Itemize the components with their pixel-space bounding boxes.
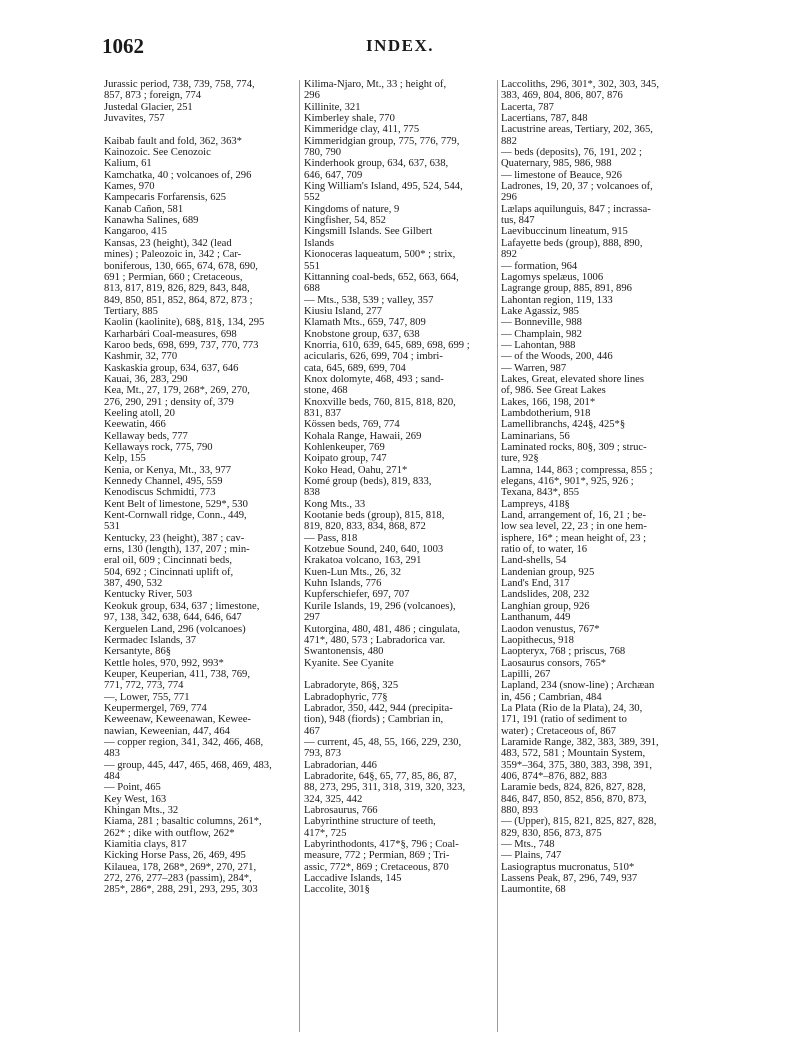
index-entry-line: Kangaroo, 415 [104, 226, 167, 238]
index-entry-line: Kotzebue Sound, 240, 640, 1003 [304, 544, 444, 556]
index-entry-line: Killinite, 321 [304, 101, 361, 113]
index-entry-line: 324, 325, 442 [304, 793, 363, 805]
index-entry-line: Kilima-Njaro, Mt., 33 ; height of, [304, 79, 447, 90]
index-entry-line: 359*–364, 375, 380, 383, 398, 391, [501, 759, 652, 771]
index-entry-line: Kohala Range, Hawaii, 269 [304, 430, 422, 442]
index-entry-line: Lamna, 144, 863 ; compressa, 855 ; [501, 464, 653, 476]
index-entry-line: assic, 772*, 869 ; Cretaceous, 870 [304, 861, 449, 873]
index-entry-line: 531 [104, 521, 120, 533]
index-entry-line: Keokuk group, 634, 637 ; limestone, [104, 600, 260, 612]
index-entry-line: Laramie beds, 824, 826, 827, 828, [501, 782, 646, 794]
index-entry-line: stone, 468 [304, 385, 348, 397]
index-entry-line: 771, 772, 773, 774 [104, 680, 184, 692]
index-entry-line: Kimberley shale, 770 [304, 113, 395, 125]
index-entry-line: Laccoliths, 296, 301*, 302, 303, 345, [501, 79, 660, 90]
index-entry-line: Laminated rocks, 80§, 309 ; struc- [501, 442, 647, 453]
column-divider [497, 80, 498, 1032]
index-entry-line: 857, 873 ; foreign, 774 [104, 90, 202, 102]
index-entry-line: 387, 490, 532 [104, 578, 163, 590]
index-entry-line: Landenian group, 925 [501, 566, 595, 578]
index-entry-line: water) ; Cretaceous of, 867 [501, 725, 617, 737]
index-entry-line: Lapland, 234 (snow-line) ; Archæan [501, 680, 655, 692]
column-divider [299, 80, 300, 1032]
index-entry-line: Kenia, or Kenya, Mt., 33, 977 [104, 464, 232, 476]
index-entry-line: acicularis, 626, 699, 704 ; imbri- [304, 351, 443, 363]
index-column-right [501, 79, 701, 896]
index-entry-line: — Pass, 818 [304, 532, 358, 544]
index-entry-line: Koko Head, Oahu, 271* [304, 464, 408, 476]
index-entry-line: Labyrinthodonts, 417*§, 796 ; Coal- [304, 839, 459, 851]
index-entry-line: Kea, Mt., 27, 179, 268*, 269, 270, [104, 385, 250, 397]
index-entry-line: Lacertians, 787, 848 [501, 113, 588, 125]
index-entry-line: Kicking Horse Pass, 26, 469, 495 [104, 850, 246, 862]
index-entry-line: 882 [501, 135, 517, 147]
index-entry-line: Kettle holes, 970, 992, 993* [104, 657, 224, 669]
index-entry-line: Kupferschiefer, 697, 707 [304, 589, 410, 601]
index-entry-line: Kiamitia clays, 817 [104, 839, 187, 851]
index-entry-line: 262* ; dike with outflow, 262* [104, 827, 235, 839]
index-entry-line: Lakes, 166, 198, 201* [501, 396, 596, 408]
index-entry-line: Laminarians, 56 [501, 430, 570, 442]
index-section-gap [304, 669, 496, 680]
index-entry-line: — Champlain, 982 [501, 328, 582, 340]
index-entry-line: of, 986. See Great Lakes [501, 385, 606, 397]
index-entry-line: 838 [304, 487, 320, 499]
index-entry-line: Lafayette beds (group), 888, 890, [501, 237, 643, 249]
index-entry-line: Kampecaris Forfarensis, 625 [104, 192, 227, 204]
index-entry-line: Kurile Islands, 19, 296 (volcanoes), [304, 600, 456, 612]
index-entry-line: Komé group (beds), 819, 833, [304, 476, 432, 488]
index-entry-line: tus, 847 [501, 215, 535, 227]
index-entry-line: Kainozoic. See Cenozoic [104, 147, 211, 159]
index-entry-line: Keewatin, 466 [104, 419, 166, 431]
index-entry-line: — of the Woods, 200, 446 [501, 351, 613, 363]
index-entry-line: Kansas, 23 (height), 342 (lead [104, 237, 232, 249]
index-entry-line: Kaolin (kaolinite), 68§, 81§, 134, 295 [104, 317, 265, 329]
index-section-gap [104, 124, 296, 135]
index-entry-line: Kingfisher, 54, 852 [304, 215, 386, 227]
index-entry-line: Klamath Mts., 659, 747, 809 [304, 317, 426, 329]
index-entry-line: 484 [104, 770, 120, 782]
index-entry-line: Kamchatka, 40 ; volcanoes of, 296 [104, 169, 252, 181]
index-entry-line: Lapilli, 267 [501, 668, 551, 680]
index-entry-line: Laosaurus consors, 765* [501, 657, 607, 669]
index-entry-line: Lælaps aquilunguis, 847 ; incrassa- [501, 203, 651, 215]
index-entry-line: 471*, 480, 573 ; Labradorica var. [304, 634, 446, 646]
index-entry-line: Kaibab fault and fold, 362, 363* [104, 135, 242, 147]
index-entry-line: Kinderhook group, 634, 637, 638, [304, 158, 449, 170]
index-entry-line: Land's End, 317 [501, 578, 570, 590]
index-entry-line: — limestone of Beauce, 926 [501, 169, 622, 181]
index-entry-line: 272, 276, 277–283 (passim), 284*, [104, 873, 252, 885]
index-entry-line: 297 [304, 612, 320, 624]
index-entry-line: Laumontite, 68 [501, 884, 566, 896]
index-entry-line: Lake Agassiz, 985 [501, 305, 579, 317]
index-entry-line: Kyanite. See Cyanite [304, 657, 394, 669]
index-entry-line: — (Upper), 815, 821, 825, 827, 828, [501, 816, 657, 828]
index-entry-line: 171, 191 (ratio of sediment to [501, 714, 627, 726]
index-entry-line: — Mts., 748 [501, 839, 555, 851]
index-entry-line: Kalium, 61 [104, 158, 152, 170]
index-entry-line: — Mts., 538, 539 ; valley, 357 [304, 294, 434, 306]
index-entry-line: —, Lower, 755, 771 [104, 691, 190, 703]
index-entry-line: Kersantyte, 86§ [104, 646, 172, 658]
index-entry-line: Jurassic period, 738, 739, 758, 774, [104, 79, 255, 90]
index-entry-line: Labradophyric, 77§ [304, 691, 388, 703]
index-entry-line: Lakes, Great, elevated shore lines [501, 373, 644, 385]
index-entry-line: 846, 847, 850, 852, 856, 870, 873, [501, 793, 647, 805]
index-entry-line: 813, 817, 819, 826, 829, 843, 848, [104, 283, 250, 295]
index-entry-line: — copper region, 341, 342, 466, 468, [104, 736, 264, 748]
index-entry-line: Landslides, 208, 232 [501, 589, 590, 601]
index-entry-line: Kuen-Lun Mts., 26, 32 [304, 566, 402, 578]
index-entry-line: 88, 273, 295, 311, 318, 319, 320, 323, [304, 782, 466, 794]
index-entry-line: 829, 830, 856, 873, 875 [501, 827, 602, 839]
index-column-left [104, 79, 296, 896]
index-entry-line: — current, 45, 48, 55, 166, 229, 230, [304, 736, 462, 748]
index-entry-line: 552 [304, 192, 320, 204]
index-entry-line: Knoxville beds, 760, 815, 818, 820, [304, 396, 456, 408]
index-entry-line: Labradorite, 64§, 65, 77, 85, 86, 87, [304, 770, 457, 782]
index-entry-line: Keuper, Keuperian, 411, 738, 769, [104, 668, 250, 680]
index-entry-line: — Plains, 747 [501, 850, 562, 862]
index-entry-line: 831, 837 [304, 407, 342, 419]
index-entry-line: Labradorian, 446 [304, 759, 377, 771]
index-entry-line: Kionoceras laqueatum, 500* ; strix, [304, 249, 456, 261]
index-entry-line: Khingan Mts., 32 [104, 805, 179, 816]
index-entry-line: Keweenaw, Keweenawan, Kewee- [104, 714, 251, 726]
index-entry-line: 406, 874*–876, 882, 883 [501, 770, 607, 782]
index-entry-line: Quaternary, 985, 986, 988 [501, 158, 612, 170]
index-entry-line: isphere, 16* ; mean height of, 23 ; [501, 532, 647, 544]
index-entry-line: King William's Island, 495, 524, 544, [304, 181, 463, 193]
index-entry-line: Kames, 970 [104, 181, 155, 193]
index-entry-line: Key West, 163 [104, 793, 167, 805]
index-entry-line: 467 [304, 725, 320, 737]
index-entry-line: Labradoryte, 86§, 325 [304, 680, 399, 692]
index-entry-line: boniferous, 130, 665, 674, 678, 690, [104, 260, 258, 272]
index-entry-line: Kong Mts., 33 [304, 498, 366, 510]
index-entry-line: 383, 469, 804, 806, 807, 876 [501, 90, 623, 102]
index-entry-line: Knorria, 610, 639, 645, 689, 698, 699 ; [304, 339, 470, 351]
index-entry-line: Texana, 843*, 855 [501, 487, 580, 499]
index-entry-line: elegans, 416*, 901*, 925, 926 ; [501, 476, 634, 488]
index-entry-line: Kittanning coal-beds, 652, 663, 664, [304, 271, 459, 283]
index-entry-line: Kent Belt of limestone, 529*, 530 [104, 498, 248, 510]
index-entry-line: 285*, 286*, 288, 291, 293, 295, 303 [104, 884, 258, 896]
index-entry-line: Kentucky River, 503 [104, 589, 193, 601]
index-entry-line: Kennedy Channel, 495, 559 [104, 476, 223, 488]
index-entry-line: — Bonneville, 988 [501, 317, 582, 329]
index-entry-line: Keupermergel, 769, 774 [104, 702, 207, 714]
index-entry-line: Kimmeridgian group, 775, 776, 779, [304, 135, 460, 147]
index-entry-line: Kenodiscus Schmidti, 773 [104, 487, 216, 499]
index-entry-line: Kermadec Islands, 37 [104, 634, 197, 646]
index-entry-line: — group, 445, 447, 465, 468, 469, 483, [104, 759, 272, 771]
index-entry-line: measure, 772 ; Permian, 869 ; Tri- [304, 850, 450, 862]
index-entry-line: Juvavites, 757 [104, 113, 165, 125]
index-entry-line: 849, 850, 851, 852, 864, 872, 873 ; [104, 294, 253, 306]
index-entry-line: Lasiograptus mucronatus, 510* [501, 861, 635, 873]
index-entry-line: Karharbári Coal-measures, 698 [104, 328, 237, 340]
index-entry-line: Tertiary, 885 [104, 305, 158, 317]
index-entry-line: Lahontan region, 119, 133 [501, 294, 613, 306]
index-entry-line: Lambdotherium, 918 [501, 407, 591, 419]
index-entry-line: 504, 692 ; Cincinnati uplift of, [104, 566, 234, 578]
index-entry-line: tion), 948 (fiords) ; Cambrian in, [304, 714, 444, 726]
index-entry-line: 296 [501, 192, 517, 204]
page-heading: INDEX. [365, 36, 435, 55]
index-entry-line: Lagrange group, 885, 891, 896 [501, 283, 632, 295]
index-entry-line: 483, 572, 581 ; Mountain System, [501, 748, 646, 760]
index-entry-line: Laccadive Islands, 145 [304, 873, 402, 885]
index-entry-line: Laopteryx, 768 ; priscus, 768 [501, 646, 626, 658]
index-entry-line: Kiama, 281 ; basaltic columns, 261*, [104, 816, 262, 828]
index-entry-line: 780, 790 [304, 147, 342, 159]
index-entry-line: Kauai, 36, 283, 290 [104, 373, 188, 385]
index-entry-line: Kellaway beds, 777 [104, 430, 188, 442]
index-entry-line: — Lahontan, 988 [501, 339, 576, 351]
index-entry-line: 417*, 725 [304, 827, 347, 839]
index-entry-line: Kaskaskia group, 634, 637, 646 [104, 362, 239, 374]
index-entry-line: Laramide Range, 382, 383, 389, 391, [501, 736, 659, 748]
index-entry-line: Ladrones, 19, 20, 37 ; volcanoes of, [501, 181, 653, 193]
index-entry-line: 646, 647, 709 [304, 169, 363, 181]
index-entry-line: Lacerta, 787 [501, 101, 554, 113]
index-entry-line: Kiusiu Island, 277 [304, 305, 382, 317]
index-entry-line: Laopithecus, 918 [501, 634, 574, 646]
index-entry-line: Justedal Glacier, 251 [104, 101, 193, 113]
index-entry-line: Lassens Peak, 87, 296, 749, 937 [501, 873, 638, 885]
index-entry-line: mines) ; Paleozoic in, 342 ; Car- [104, 249, 242, 261]
index-entry-line: Lagomys spelæus, 1006 [501, 271, 604, 283]
index-entry-line: 691 ; Permian, 660 ; Cretaceous, [104, 271, 243, 283]
index-entry-line: Kanawha Salines, 689 [104, 215, 199, 227]
index-entry-line: Lanthanum, 449 [501, 612, 571, 624]
index-entry-line: Kootanie beds (group), 815, 818, [304, 510, 445, 522]
index-entry-line: La Plata (Rio de la Plata), 24, 30, [501, 702, 643, 714]
index-entry-line: — Warren, 987 [501, 362, 567, 374]
index-entry-line: 296 [304, 90, 320, 102]
index-entry-line: Laccolite, 301§ [304, 884, 370, 896]
index-entry-line: — formation, 964 [501, 260, 578, 272]
index-entry-line: Kentucky, 23 (height), 387 ; cav- [104, 532, 245, 544]
index-entry-line: Labrosaurus, 766 [304, 805, 378, 816]
index-entry-line: Kashmir, 32, 770 [104, 351, 178, 363]
index-entry-line: ratio of, to water, 16 [501, 544, 588, 556]
index-entry-line: low sea level, 22, 23 ; in one hem- [501, 521, 647, 533]
index-entry-line: Lacustrine areas, Tertiary, 202, 365, [501, 124, 653, 136]
index-entry-line: 819, 820, 833, 834, 868, 872 [304, 521, 426, 533]
index-entry-line: Kanab Cañon, 581 [104, 203, 184, 215]
index-entry-line: Labyrinthine structure of teeth, [304, 816, 436, 828]
index-entry-line: 892 [501, 249, 517, 261]
index-entry-line: 97, 138, 342, 638, 644, 646, 647 [104, 612, 242, 624]
index-column-middle [304, 79, 496, 896]
index-entry-line: Kent-Cornwall ridge, Conn., 449, [104, 510, 247, 522]
index-entry-line: Krakatoa volcano, 163, 291 [304, 555, 422, 567]
index-entry-line: ture, 92§ [501, 453, 539, 465]
index-entry-line: Kimmeridge clay, 411, 775 [304, 124, 420, 136]
index-entry-line: — beds (deposits), 76, 191, 202 ; [501, 147, 642, 159]
index-entry-line: Kuhn Islands, 776 [304, 578, 382, 590]
index-entry-line: Land-shells, 54 [501, 555, 567, 567]
index-entry-line: Lampreys, 418§ [501, 498, 570, 510]
index-entry-line: Kelp, 155 [104, 453, 146, 465]
index-entry-line: 688 [304, 283, 320, 295]
page-number: 1062 [102, 34, 144, 58]
index-entry-line: 551 [304, 260, 320, 272]
index-entry-line: Laodon venustus, 767* [501, 623, 600, 635]
index-entry-line: Kutorgina, 480, 481, 486 ; cingulata, [304, 623, 461, 635]
index-entry-line: Knobstone group, 637, 638 [304, 328, 420, 340]
index-entry-line: Kerguelen Land, 296 (volcanoes) [104, 623, 246, 635]
index-entry-line: Kellaways rock, 775, 790 [104, 442, 213, 453]
index-entry-line: in, 456 ; Cambrian, 484 [501, 691, 602, 703]
index-entry-line: 483 [104, 748, 120, 760]
index-entry-line: Kössen beds, 769, 774 [304, 419, 400, 431]
index-entry-line: nawian, Keweenian, 447, 464 [104, 725, 230, 737]
index-entry-line: Kingdoms of nature, 9 [304, 203, 400, 215]
index-entry-line: 880, 893 [501, 805, 539, 816]
index-entry-line: cata, 645, 689, 699, 704 [304, 362, 406, 374]
index-entry-line: Koipato group, 747 [304, 453, 387, 465]
index-entry-line: Labrador, 350, 442, 944 (precipita- [304, 702, 453, 714]
index-entry-line: Kingsmill Islands. See Gilbert [304, 226, 433, 238]
index-entry-line: 276, 290, 291 ; density of, 379 [104, 396, 234, 408]
index-entry-line: Langhian group, 926 [501, 600, 590, 612]
index-entry-line: Swantonensis, 480 [304, 646, 384, 658]
index-entry-line: Kohlenkeuper, 769 [304, 442, 385, 453]
index-entry-line: Laevibuccinum lineatum, 915 [501, 226, 628, 238]
index-entry-line: Lamellibranchs, 424§, 425*§ [501, 419, 626, 431]
index-entry-line: Knox dolomyte, 468, 493 ; sand- [304, 373, 444, 385]
index-entry-line: Kilauea, 178, 268*, 269*, 270, 271, [104, 861, 257, 873]
index-entry-line: eral oil, 609 ; Cincinnati beds, [104, 555, 232, 567]
index-entry-line: 793, 873 [304, 748, 342, 760]
index-entry-line: Islands [304, 237, 335, 249]
index-entry-line: Karoo beds, 698, 699, 737, 770, 773 [104, 339, 259, 351]
index-entry-line: Land, arrangement of, 16, 21 ; be- [501, 510, 647, 522]
index-entry-line: Keeling atoll, 20 [104, 407, 175, 419]
index-entry-line: erns, 130 (length), 137, 207 ; min- [104, 544, 250, 556]
index-entry-line: — Point, 465 [104, 782, 161, 794]
